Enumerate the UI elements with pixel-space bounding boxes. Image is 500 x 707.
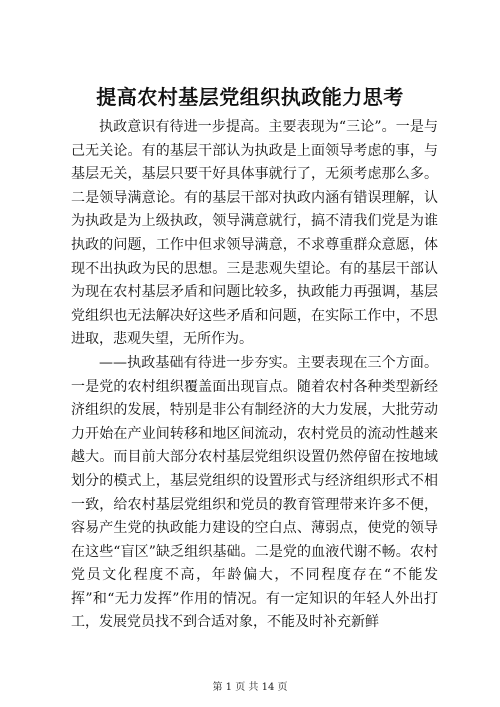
- document-title: 提高农村基层党组织执政能力思考: [96, 85, 404, 109]
- document-body: [71, 116, 438, 635]
- paragraph-2: ——执政基础有待进一步夯实。主要表现在三个方面。一是党的农村组织覆盖面出现盲点。随着农村各种类型新经济组织的发展，特别是非公有制经济的大力发展，大批劳动力开始在产业间转移和地区间流动，农村党员的流动性越来越大。而目前大部分农村基层党组织设置仍然停留在按地域划分的模式上，基层党组织的设置形式与经济组织形式不相一致，给农村基层党组织和党员的教育管理带来许多不便，容易产生党的执政能力建设的空白点、薄弱点，使党的领导在这些“盲区”缺乏组织基础。二是党的血液代谢不畅。农村党员文化程度不高，年龄偏大，不同程度存在“不能发挥”和“无力发挥”作用的情况。有一定知识的年轻人外出打工，发展党员找不到合适对象，不能及时补充新鲜: [71, 354, 438, 631]
- page-number-footer: 第 1 页 共 14 页: [212, 682, 288, 693]
- paragraph-1: 执政意识有待进一步提高。主要表现为“三论”。一是与己无关论。有的基层干部认为执政是上面领导考虑的事，与基层无关，基层只要干好具体事就行了，无须考虑那么多。二是领导满意论。有的基层干部对执政内涵有错误理解，认为执政是为上级执政，领导满意就行，搞不清我们党是为谁执政的问题，工作中但求领导满意，不求尊重群众意愿，体现不出执政为民的思想。三是悲观失望论。有的基层干部认为现在农村基层矛盾和问题比较多，执政能力再强调，基层党组织也无法解决好这些矛盾和问题，在实际工作中，不思进取，悲观失望，无所作为。: [71, 119, 438, 348]
